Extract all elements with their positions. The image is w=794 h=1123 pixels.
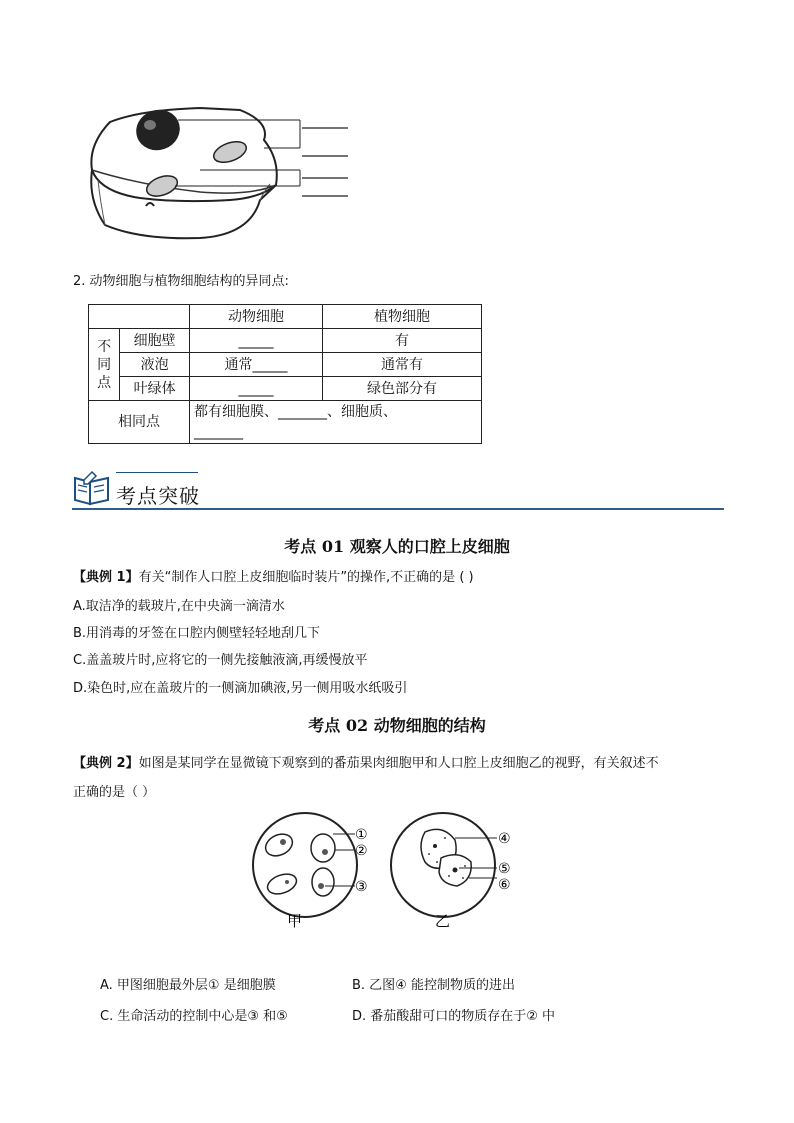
question-2-line1: 【典例 2】如图是某同学在显微镜下观察到的番茄果肉细胞甲和人口腔上皮细胞乙的视野，有关叙述不 (73, 756, 659, 771)
col-header-animal: 动物细胞 (190, 305, 323, 329)
option-a[interactable]: A.取洁净的载玻片,在中央滴一滴清水 (73, 599, 285, 614)
diff-label: 不 同 点 (89, 329, 120, 401)
answer-blank[interactable]: 通常_____ (190, 353, 323, 377)
option-a[interactable]: A. 甲图细胞最外层① 是细胞膜 (100, 978, 276, 993)
kaodian1-heading: 考点 01 观察人的口腔上皮细胞 (284, 537, 510, 556)
figure-label-right: 乙 (435, 912, 451, 930)
option-b[interactable]: B. 乙图④ 能控制物质的进出 (352, 978, 515, 993)
row-plant-value: 通常有 (323, 353, 482, 377)
row-name: 细胞壁 (120, 329, 190, 353)
table-corner (89, 305, 190, 329)
col-header-plant: 植物细胞 (323, 305, 482, 329)
option-b[interactable]: B.用消毒的牙签在口腔内侧壁轻轻地刮几下 (73, 626, 321, 641)
answer-blank[interactable]: _____ (190, 377, 323, 401)
marker-1: ① (355, 827, 368, 843)
option-d[interactable]: D. 番茄酸甜可口的物质存在于② 中 (352, 1009, 556, 1024)
plant-cell-diagram (80, 100, 370, 250)
section-banner (72, 468, 722, 510)
option-c[interactable]: C. 生命活动的控制中心是③ 和⑤ (100, 1009, 288, 1024)
question-2-line2: 正确的是（ ） (73, 785, 156, 800)
kaodian2-heading: 考点 02 动物细胞的结构 (308, 716, 486, 735)
banner-title: 考点突破 (116, 484, 200, 508)
row-plant-value: 绿色部分有 (323, 377, 482, 401)
comparison-table (88, 304, 482, 444)
example-tag: 【典例 2】 (73, 756, 139, 771)
book-icon (72, 470, 112, 506)
marker-3: ③ (355, 879, 368, 895)
option-d[interactable]: D.染色时,应在盖玻片的一侧滴加碘液,另一侧用吸水纸吸引 (73, 681, 408, 696)
example-tag: 【典例 1】 (73, 570, 139, 585)
section-heading: 2. 动物细胞与植物细胞结构的异同点: (73, 274, 289, 289)
marker-6: ⑥ (498, 877, 511, 893)
option-c[interactable]: C.盖盖玻片时,应将它的一侧先接触液滴,再缓慢放平 (73, 653, 368, 668)
question-1: 【典例 1】有关“制作人口腔上皮细胞临时装片”的操作,不正确的是 ( ) (73, 570, 474, 585)
marker-2: ② (355, 843, 368, 859)
banner-divider (72, 508, 724, 510)
marker-5: ⑤ (498, 861, 511, 877)
row-name: 叶绿体 (120, 377, 190, 401)
marker-4: ④ (498, 831, 511, 847)
row-name: 液泡 (120, 353, 190, 377)
figure-label-left: 甲 (287, 912, 303, 930)
answer-blank[interactable]: _____ (190, 329, 323, 353)
microscope-figure (245, 810, 535, 935)
same-label: 相同点 (89, 401, 190, 444)
row-plant-value: 有 (323, 329, 482, 353)
same-text[interactable]: 都有细胞膜、_______、细胞质、 _______ (190, 401, 482, 444)
